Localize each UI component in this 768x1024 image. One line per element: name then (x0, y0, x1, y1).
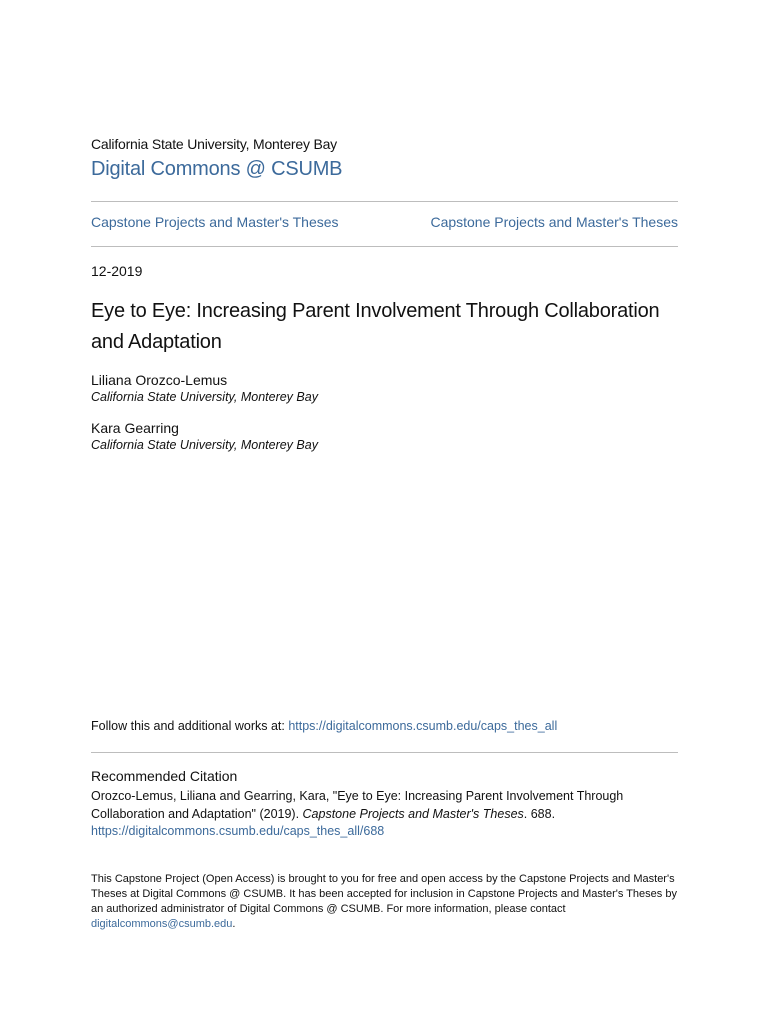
university-name: California State University, Monterey Bay (91, 136, 337, 152)
author-affiliation: California State University, Monterey Bay (91, 390, 318, 404)
citation-number: . 688. (523, 806, 556, 821)
citation-heading: Recommended Citation (91, 768, 238, 784)
open-access-notice (91, 872, 678, 932)
divider-top (91, 201, 678, 202)
citation-text (91, 788, 678, 841)
document-title: Eye to Eye: Increasing Parent Involvement Through Collaboration and Adaptation (91, 300, 660, 353)
follow-line (91, 719, 557, 733)
collection-link-left[interactable]: Capstone Projects and Master's Theses (91, 214, 339, 230)
notice-end: . (232, 918, 236, 930)
cover-page (91, 0, 678, 1024)
contact-email-link[interactable]: digitalcommons@csumb.edu (91, 918, 233, 930)
citation-authors-title: Orozco-Lemus, Liliana and Gearring, Kara, "Eye to Eye: Increasing Parent Involvement Through Collaboration and Adaptation" (2019). (91, 789, 624, 821)
divider-collections (91, 246, 678, 247)
author-block (91, 420, 318, 454)
divider-citation (91, 752, 678, 753)
author-name: Liliana Orozco-Lemus (91, 372, 228, 388)
publication-date: 12-2019 (91, 263, 143, 279)
notice-text: This Capstone Project (Open Access) is brought to you for free and open access by the Capstone Projects and Master's Theses at Digital Commons @ CSUMB. It has been accepted for inclusion in Capstone Projects and Master's Theses by an authorized administrator of Digital Commons @ CSUMB. For more information, please contact (91, 873, 677, 915)
citation-url-link[interactable]: https://digitalcommons.csumb.edu/caps_thes_all/688 (91, 824, 385, 838)
collection-link-right[interactable]: Capstone Projects and Master's Theses (430, 214, 678, 230)
author-affiliation: California State University, Monterey Bay (91, 438, 318, 452)
follow-label: Follow this and additional works at: (91, 719, 289, 733)
repository-link[interactable]: Digital Commons @ CSUMB (91, 158, 343, 180)
author-block (91, 372, 318, 406)
collection-url-link[interactable]: https://digitalcommons.csumb.edu/caps_thes_all (288, 719, 558, 733)
author-name: Kara Gearring (91, 420, 179, 436)
citation-series: Capstone Projects and Master's Theses (302, 806, 524, 821)
